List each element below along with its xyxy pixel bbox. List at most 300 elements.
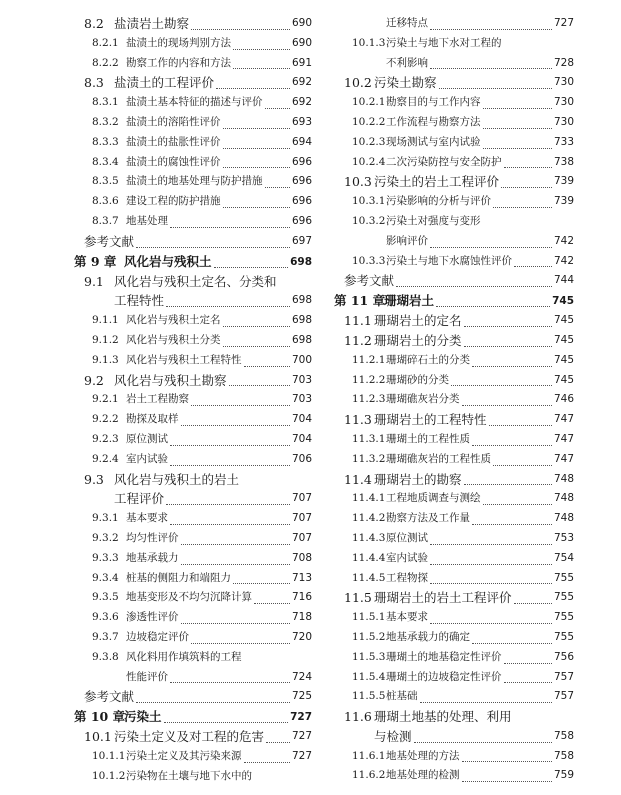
toc-entry-title: 盐渍土的腐蚀性评价 [126, 155, 221, 168]
toc-entry-page: 698 [291, 333, 312, 346]
toc-entry-title: 盐渍土的溶陷性评价 [126, 115, 221, 128]
toc-entry-title: 风化岩与残积土定名、分类和 [114, 273, 277, 289]
toc-entry-title: 盐渍岩土勘察 [114, 16, 190, 31]
toc-entry-number: 11.5.3 [352, 650, 386, 663]
toc-entry-title: 污染土与地下水腐蚀性评价 [386, 254, 512, 267]
toc-entry-title: 珊瑚砂的分类 [386, 373, 449, 386]
toc-entry-section [334, 311, 574, 331]
toc-entry-title: 勘察目的与工作内容 [386, 96, 481, 109]
toc-entry-title-continued: 与检测 [374, 728, 412, 744]
toc-entry-sub [74, 113, 312, 133]
toc-entry-sub [74, 529, 312, 549]
toc-entry-number: 11.5.5 [352, 690, 386, 703]
toc-entry-sub [334, 192, 574, 212]
toc-entry-number: 10.2.1 [352, 96, 386, 109]
toc-left-column [74, 14, 312, 786]
toc-entry-sub [334, 549, 574, 569]
toc-entry-page: 745 [553, 314, 574, 327]
dot-leader [483, 504, 552, 505]
toc-entry-number: 9.3.2 [92, 531, 119, 544]
toc-entry-sub [74, 450, 312, 470]
toc-entry-sub [74, 608, 312, 628]
toc-entry-sub [334, 390, 574, 410]
dot-leader [420, 702, 552, 703]
toc-entry-sub [74, 569, 312, 589]
toc-entry-page: 745 [553, 333, 574, 346]
toc-entry-page: 747 [553, 432, 574, 445]
toc-entry-title: 珊瑚岩土 [384, 293, 435, 309]
toc-entry-sub [74, 430, 312, 450]
dot-leader [191, 29, 290, 30]
toc-entry-number: 9.2.2 [92, 413, 119, 426]
toc-entry-sub [74, 54, 312, 74]
dot-leader [223, 346, 290, 347]
toc-entry-number: 10.2 [344, 75, 372, 91]
toc-entry-number: 第 11 章 [334, 293, 386, 309]
toc-entry-sub [74, 549, 312, 569]
toc-entry-title: 原位测试 [126, 432, 168, 445]
toc-entry-title: 珊瑚土的边坡稳定性评价 [386, 670, 502, 683]
toc-entry-page: 747 [553, 413, 574, 426]
toc-entry-sub [74, 212, 312, 232]
dot-leader [136, 702, 290, 703]
toc-entry-page: 738 [553, 155, 574, 168]
dot-leader [233, 583, 290, 584]
toc-entry-sub [334, 450, 574, 470]
dot-leader [501, 187, 552, 188]
dot-leader [266, 742, 290, 743]
toc-entry-title: 珊瑚岩土的分类 [374, 332, 462, 348]
toc-entry-page: 697 [291, 234, 312, 247]
toc-entry-page: 718 [291, 611, 312, 624]
toc-entry-sub [74, 311, 312, 331]
dot-leader [451, 385, 552, 386]
toc-entry-number: 9.1 [84, 273, 104, 289]
dot-leader [430, 623, 552, 624]
toc-entry-sub [334, 648, 574, 668]
toc-entry-number: 9.2.3 [92, 432, 119, 445]
toc-entry-number: 10.1 [84, 729, 112, 745]
dot-leader [483, 148, 552, 149]
toc-entry-page: 748 [553, 492, 574, 505]
dot-leader [493, 465, 552, 466]
toc-entry-number: 11.1 [344, 313, 372, 329]
toc-entry-page: 730 [553, 76, 574, 89]
toc-entry-title: 污染土的岩土工程评价 [374, 174, 500, 190]
toc-entry-sub [74, 172, 312, 192]
toc-entry-number: 11.5.1 [352, 611, 386, 624]
toc-entry-sub [334, 113, 574, 133]
toc-entry-ref [334, 271, 574, 291]
dot-leader [396, 286, 552, 287]
dot-leader [464, 346, 552, 347]
toc-entry-number: 11.4 [344, 471, 372, 487]
toc-entry-number: 10.3.1 [352, 195, 386, 208]
dot-leader [170, 227, 290, 228]
toc-entry-number: 9.3.7 [92, 630, 119, 643]
toc-entry-number: 11.3.1 [352, 432, 386, 445]
dot-leader [223, 148, 290, 149]
toc-entry-page: 730 [553, 115, 574, 128]
toc-entry-page: 704 [291, 432, 312, 445]
toc-entry-title: 边坡稳定评价 [126, 630, 189, 643]
toc-entry-title-continued: 工程特性 [114, 293, 165, 309]
toc-entry-number: 11.4.1 [352, 492, 386, 505]
toc-entry-title: 工程物探 [386, 571, 428, 584]
toc-entry-title: 地基承载力的确定 [386, 630, 470, 643]
toc-entry-title-continued: 工程评价 [114, 491, 165, 507]
toc-entry-page: 690 [291, 17, 312, 29]
toc-entry-page: 724 [291, 670, 312, 683]
toc-entry-page: 753 [553, 531, 574, 544]
toc-entry-number: 8.3.3 [92, 135, 119, 148]
dot-leader [229, 385, 290, 386]
toc-entry-number: 11.6.2 [352, 769, 386, 782]
dot-leader [136, 247, 290, 248]
toc-entry-page: 755 [553, 630, 574, 643]
dot-leader [472, 445, 552, 446]
dot-leader [504, 682, 552, 683]
toc-entry-page: 713 [291, 571, 312, 584]
dot-leader [223, 167, 290, 168]
toc-entry-sub [334, 351, 574, 371]
toc-entry-title: 珊瑚岩土的工程特性 [374, 412, 487, 428]
toc-entry-number: 10.1.1 [92, 749, 126, 762]
toc-entry-section [74, 73, 312, 93]
toc-entry-page: 745 [553, 373, 574, 386]
toc-entry-sub [334, 93, 574, 113]
toc-entry-sub [334, 509, 574, 529]
toc-entry-page: 744 [553, 274, 574, 287]
toc-entry-chapter [334, 291, 574, 311]
toc-entry-section [334, 331, 574, 351]
toc-entry-page: 759 [553, 769, 574, 782]
toc-entry-section [334, 172, 574, 192]
toc-entry-number: 9.3.1 [92, 512, 119, 525]
toc-entry-sub [74, 93, 312, 113]
toc-entry-title: 岩土工程勘察 [126, 393, 189, 406]
dot-leader [170, 465, 290, 466]
dot-leader [191, 643, 290, 644]
toc-entry-page: 696 [291, 214, 312, 227]
dot-leader [436, 306, 550, 307]
toc-entry-page: 692 [291, 76, 312, 89]
dot-leader [430, 247, 552, 248]
toc-entry-section [74, 272, 312, 312]
toc-entry-number: 10.2.2 [352, 115, 386, 128]
toc-entry-title: 地基处理 [126, 214, 168, 227]
toc-entry-number: 8.3.2 [92, 115, 119, 128]
toc-entry-title: 珊瑚礁灰岩分类 [386, 393, 460, 406]
dot-leader [430, 544, 552, 545]
toc-entry-title: 迁移特点 [386, 17, 428, 29]
toc-entry-page: 704 [291, 413, 312, 426]
dot-leader [472, 643, 552, 644]
toc-entry-title: 地基承载力 [126, 551, 179, 564]
toc-entry-page: 707 [291, 492, 312, 505]
toc-entry-title: 现场测试与室内试验 [386, 135, 481, 148]
toc-entry-number: 10.1.3 [352, 36, 386, 49]
toc-entry-number: 11.5.4 [352, 670, 386, 683]
dot-leader [216, 88, 290, 89]
dot-leader [170, 445, 290, 446]
toc-entry-title-continued: 影响评价 [386, 234, 428, 247]
toc-entry-title: 珊瑚岩土的勘察 [374, 471, 462, 487]
toc-entry-title: 污染影响的分析与评价 [386, 195, 491, 208]
toc-entry-number: 8.3.4 [92, 155, 119, 168]
dot-leader [170, 682, 290, 683]
toc-entry-section [334, 588, 574, 608]
toc-entry-title: 珊瑚土的工程性质 [386, 432, 470, 445]
toc-entry-number: 9.1.1 [92, 314, 119, 327]
toc-entry-sub [334, 628, 574, 648]
toc-entry-number: 9.1.3 [92, 353, 119, 366]
dot-leader [504, 663, 552, 664]
dot-leader [430, 68, 552, 69]
toc-entry-page: 708 [291, 551, 312, 564]
dot-leader [223, 128, 290, 129]
toc-entry-sub [74, 767, 312, 787]
toc-entry-sub [334, 212, 574, 252]
toc-entry-page: 727 [553, 17, 574, 29]
toc-entry-number: 8.3.7 [92, 214, 119, 227]
toc-entry-title: 污染土与地下水对工程的 [386, 36, 502, 49]
toc-entry-page: 696 [291, 155, 312, 168]
dot-leader [414, 742, 552, 743]
toc-entry-page: 696 [291, 195, 312, 208]
toc-entry-page: 745 [552, 295, 574, 308]
toc-entry-page: 747 [553, 452, 574, 465]
toc-entry-number: 第 9 章 [74, 253, 117, 269]
toc-entry-title: 风化岩与残积土工程特性 [126, 353, 242, 366]
toc-entry-title: 地基处理的方法 [386, 749, 460, 762]
dot-leader [181, 544, 290, 545]
toc-entry-number: 8.3.6 [92, 195, 119, 208]
dot-leader [223, 326, 290, 327]
toc-entry-number: 第 10 章 [74, 709, 126, 725]
toc-entry-section [334, 73, 574, 93]
toc-entry-sub [74, 390, 312, 410]
toc-entry-page: 727 [291, 730, 312, 743]
dot-leader [464, 326, 552, 327]
dot-leader [483, 128, 552, 129]
toc-entry-number: 8.3 [84, 75, 104, 91]
toc-entry-number: 10.3.3 [352, 254, 386, 267]
toc-entry-title: 勘察方法及工作量 [386, 512, 470, 525]
toc-entry-section [74, 470, 312, 510]
toc-entry-page: 698 [291, 294, 312, 307]
toc-entry-sub [334, 34, 574, 74]
toc-entry-title: 珊瑚岩土的岩土工程评价 [374, 590, 512, 606]
toc-entry-page: 698 [291, 314, 312, 327]
toc-entry-page: 730 [553, 96, 574, 109]
toc-entry-sub [74, 192, 312, 212]
toc-entry-page: 720 [291, 630, 312, 643]
toc-entry-page: 728 [553, 56, 574, 69]
toc-entry-page: 700 [291, 353, 312, 366]
toc-entry-sub [74, 34, 312, 54]
toc-entry-title: 地基变形及不均匀沉降计算 [126, 591, 252, 604]
toc-entry-chapter [74, 707, 312, 727]
toc-entry-number: 11.5.2 [352, 630, 386, 643]
dot-leader [166, 306, 290, 307]
toc-entry-title: 污染土勘察 [374, 75, 437, 91]
toc-entry-section [74, 14, 312, 34]
toc-entry-number: 9.3.4 [92, 571, 119, 584]
toc-entry-title: 室内试验 [386, 551, 428, 564]
toc-entry-section [334, 470, 574, 490]
dot-leader [483, 108, 552, 109]
toc-entry-page: 698 [290, 255, 312, 268]
toc-entry-title: 盐渍土基本特征的描述与评价 [126, 96, 263, 109]
toc-entry-title: 原位测试 [386, 531, 428, 544]
toc-entry-page: 703 [291, 373, 312, 386]
toc-entry-page: 696 [291, 175, 312, 188]
toc-entry-sub [74, 648, 312, 688]
dot-leader [265, 187, 290, 188]
toc-entry-number: 11.6 [344, 709, 372, 725]
toc-entry-title: 渗透性评价 [126, 611, 179, 624]
toc-entry-number: 8.2 [84, 16, 104, 31]
toc-entry-sub [74, 628, 312, 648]
toc-entry-page: 755 [553, 611, 574, 624]
toc-entry-page: 757 [553, 690, 574, 703]
toc-entry-sub [74, 351, 312, 371]
dot-leader [244, 762, 290, 763]
toc-entry-sub [74, 747, 312, 767]
toc-entry-sub [334, 766, 574, 786]
toc-entry-number: 9.3 [84, 471, 104, 487]
toc-entry-title: 工作流程与勘察方法 [386, 115, 481, 128]
toc-entry-number: 8.3.1 [92, 96, 119, 109]
toc-entry-section [334, 707, 574, 747]
toc-entry-title: 污染土 [124, 709, 162, 725]
toc-entry-number: 9.2.1 [92, 393, 119, 406]
toc-entry-title: 参考文献 [84, 689, 135, 705]
toc-entry-number: 11.4.5 [352, 571, 386, 584]
toc-entry-page: 757 [553, 670, 574, 683]
toc-entry-number: 10.3.2 [352, 214, 386, 227]
dot-leader [181, 564, 290, 565]
toc-entry-title: 风化料用作填筑料的工程 [126, 650, 242, 663]
toc-entry-sub [334, 529, 574, 549]
toc-entry-number: 9.3.3 [92, 551, 119, 564]
toc-entry-number: 9.3.8 [92, 650, 119, 663]
dot-leader [191, 405, 290, 406]
toc-entry-title: 污染土定义及其污染来源 [126, 749, 242, 762]
dot-leader [504, 167, 552, 168]
toc-entry-sub [74, 588, 312, 608]
dot-leader [472, 366, 552, 367]
toc-entry-page: 746 [553, 393, 574, 406]
dot-leader [164, 722, 289, 723]
toc-entry-sub [334, 430, 574, 450]
toc-entry-title: 建设工程的防护措施 [126, 195, 221, 208]
toc-entry-page: 755 [553, 591, 574, 604]
toc-entry-number: 11.2 [344, 332, 372, 348]
toc-entry-page: 742 [553, 254, 574, 267]
toc-entry-chapter [74, 252, 312, 272]
toc-entry-sub [74, 133, 312, 153]
toc-entry-sub [334, 153, 574, 173]
toc-entry-title: 污染物在土壤与地下水中的 [126, 769, 252, 782]
toc-entry-page: 725 [291, 690, 312, 703]
toc-entry-number: 9.2 [84, 372, 104, 388]
toc-entry-number: 8.2.2 [92, 56, 119, 69]
toc-entry-title: 工程地质调查与测绘 [386, 492, 481, 505]
toc-entry-title: 风化岩与残积土定名 [126, 314, 221, 327]
toc-entry-title-continued: 性能评价 [126, 670, 168, 683]
dot-leader [514, 266, 552, 267]
toc-entry-title: 室内试验 [126, 452, 168, 465]
toc-entry-title: 盐渍土的地基处理与防护措施 [126, 175, 263, 188]
dot-leader [439, 88, 552, 89]
toc-entry-sub [74, 509, 312, 529]
toc-entry-page: 739 [553, 175, 574, 188]
toc-entry-sub [334, 252, 574, 272]
toc-entry-title: 污染土对强度与变形 [386, 214, 481, 227]
toc-entry-title: 风化岩与残积土分类 [126, 333, 221, 346]
dot-leader [244, 366, 290, 367]
toc-entry-number: 9.2.4 [92, 452, 119, 465]
toc-entry-number: 10.2.4 [352, 155, 386, 168]
toc-entry-page: 758 [553, 729, 574, 742]
toc-entry-page: 703 [291, 393, 312, 406]
toc-entry-section [74, 727, 312, 747]
toc-entry-number: 11.4.4 [352, 551, 386, 564]
dot-leader [489, 425, 552, 426]
toc-entry-sub [74, 153, 312, 173]
toc-entry-title: 勘探及取样 [126, 413, 179, 426]
toc-entry-page: 748 [553, 472, 574, 485]
toc-entry-page: 745 [553, 353, 574, 366]
toc-entry-page: 690 [291, 36, 312, 49]
dot-leader [233, 68, 290, 69]
toc-entry-title: 盐渍土的现场判别方法 [126, 36, 231, 49]
toc-entry-number: 10.3 [344, 174, 372, 190]
toc-right-column [334, 14, 574, 786]
toc-entry-page: 707 [291, 531, 312, 544]
dot-leader [265, 108, 290, 109]
toc-entry-sub [74, 331, 312, 351]
dot-leader [430, 583, 552, 584]
toc-entry-page: 756 [553, 650, 574, 663]
toc-entry-sub [334, 133, 574, 153]
toc-entry-sub [334, 747, 574, 767]
toc-entry-title: 桩基础 [386, 690, 418, 703]
toc-entry-title: 基本要求 [126, 512, 168, 525]
toc-entry-title: 盐渍土的工程评价 [114, 75, 215, 91]
toc-entry-title: 桩基的侧阻力和端阻力 [126, 571, 231, 584]
toc-entry-number: 11.6.1 [352, 749, 386, 762]
toc-entry-title: 参考文献 [84, 233, 135, 249]
dot-leader [166, 504, 290, 505]
toc-entry-title: 地基处理的检测 [386, 769, 460, 782]
toc-entry-title: 盐渍土的盐胀性评价 [126, 135, 221, 148]
dot-leader [214, 267, 289, 268]
toc-entry-title: 污染土定义及对工程的危害 [114, 729, 265, 745]
toc-entry-page: 739 [553, 195, 574, 208]
dot-leader [464, 484, 552, 485]
toc-entry-number: 10.2.3 [352, 135, 386, 148]
toc-entry-title: 珊瑚碎石土的分类 [386, 353, 470, 366]
toc-entry-page: 693 [291, 115, 312, 128]
dot-leader [223, 207, 290, 208]
toc-entry-page: 706 [291, 452, 312, 465]
toc-entry-title: 勘察工作的内容和方法 [126, 56, 231, 69]
toc-entry-sub [334, 608, 574, 628]
toc-entry-sub [334, 687, 574, 707]
